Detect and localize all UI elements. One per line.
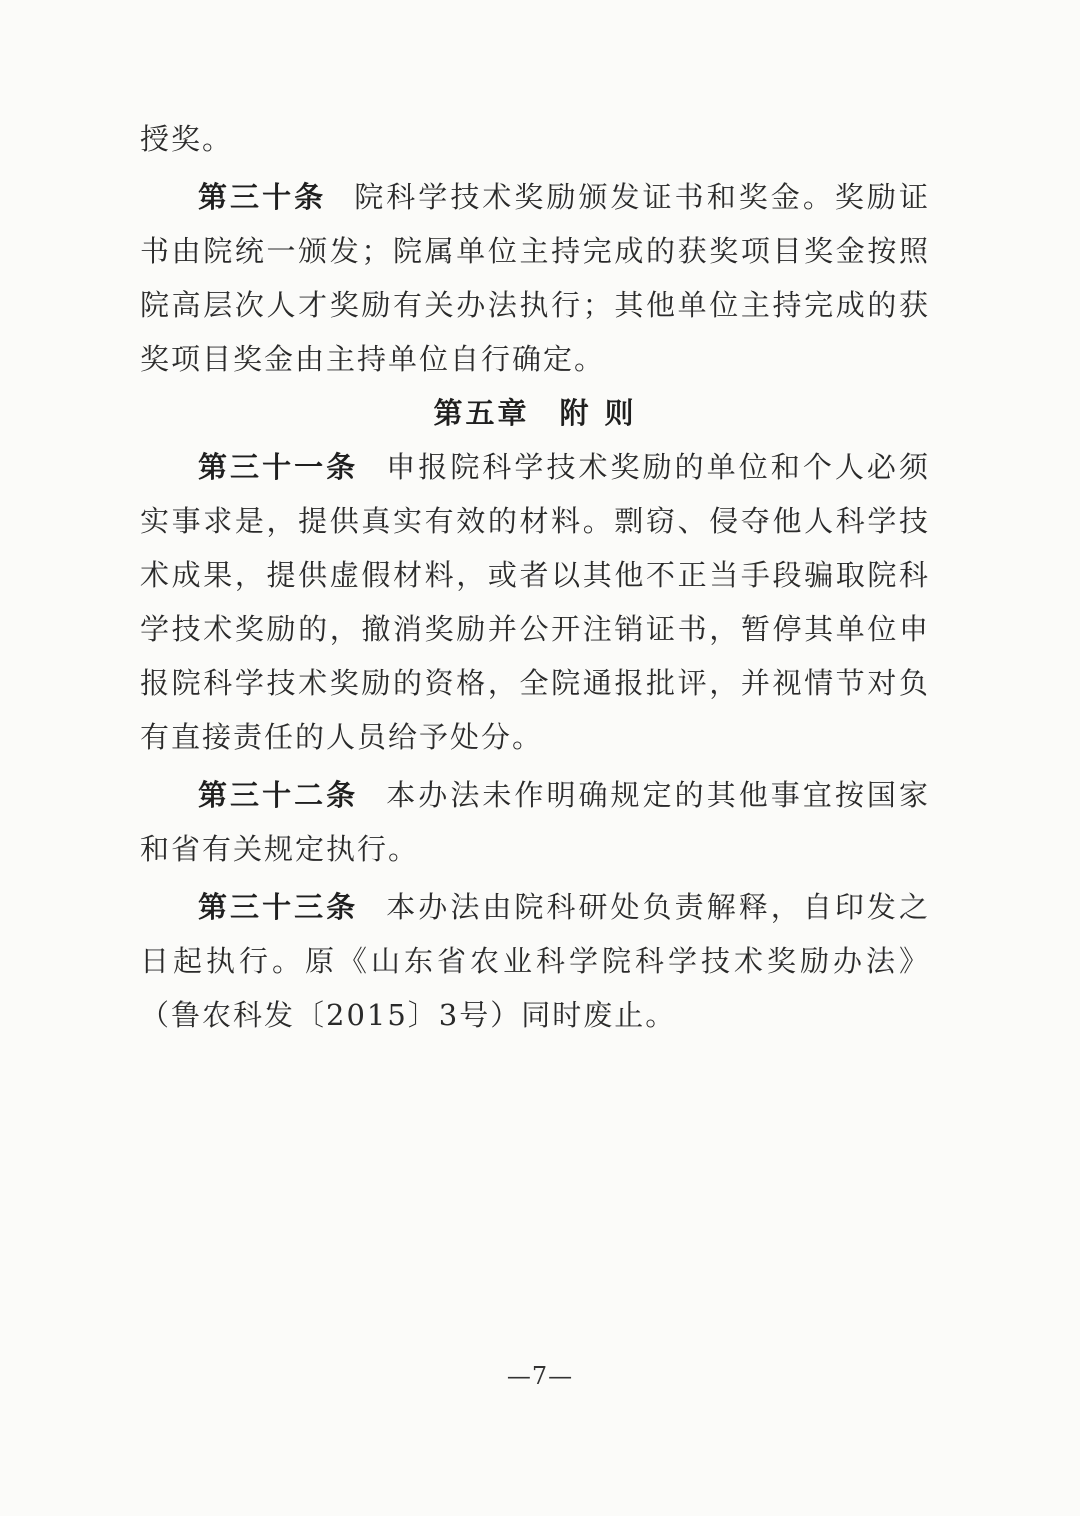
article-text: 本办法由院科研处负责解释，自印发之日起执行。原《山东省农业科学院科学技术奖励办法》（鲁农科发〔2015〕3号）同时废止。 [140, 890, 930, 1032]
article-text: 院科学技术奖励颁发证书和奖金。奖励证书由院统一颁发；院属单位主持完成的获奖项目奖金按照院高层次人才奖励有关办法执行；其他单位主持完成的获奖项目奖金由主持单位自行确定。 [140, 180, 930, 376]
article-text: 申报院科学技术奖励的单位和个人必须实事求是，提供真实有效的材料。剽窃、侵夺他人科学技术成果，提供虚假材料，或者以其他不正当手段骗取院科学技术奖励的，撤消奖励并公开注销证书，暂停其单位申报院科学技术奖励的资格，全院通报批评，并视情节对负有直接责任的人员给予处分。 [140, 450, 930, 754]
chapter-number: 第五章 [433, 396, 530, 430]
article-label: 第三十三条 [198, 890, 359, 924]
article-32 [140, 768, 930, 876]
article-label: 第三十条 [198, 180, 327, 214]
paragraph-text: 授奖。 [140, 122, 234, 156]
article-label: 第三十一条 [198, 450, 359, 484]
paragraph-continuation [140, 112, 930, 166]
article-30 [140, 170, 930, 386]
document-body [140, 112, 930, 1042]
article-33 [140, 880, 930, 1042]
chapter-title: 附 则 [559, 396, 637, 430]
chapter-heading [140, 386, 930, 440]
page-number: —7— [506, 1362, 574, 1390]
article-31 [140, 440, 930, 764]
article-text: 本办法未作明确规定的其他事宜按国家和省有关规定执行。 [140, 778, 930, 866]
article-label: 第三十二条 [198, 778, 359, 812]
